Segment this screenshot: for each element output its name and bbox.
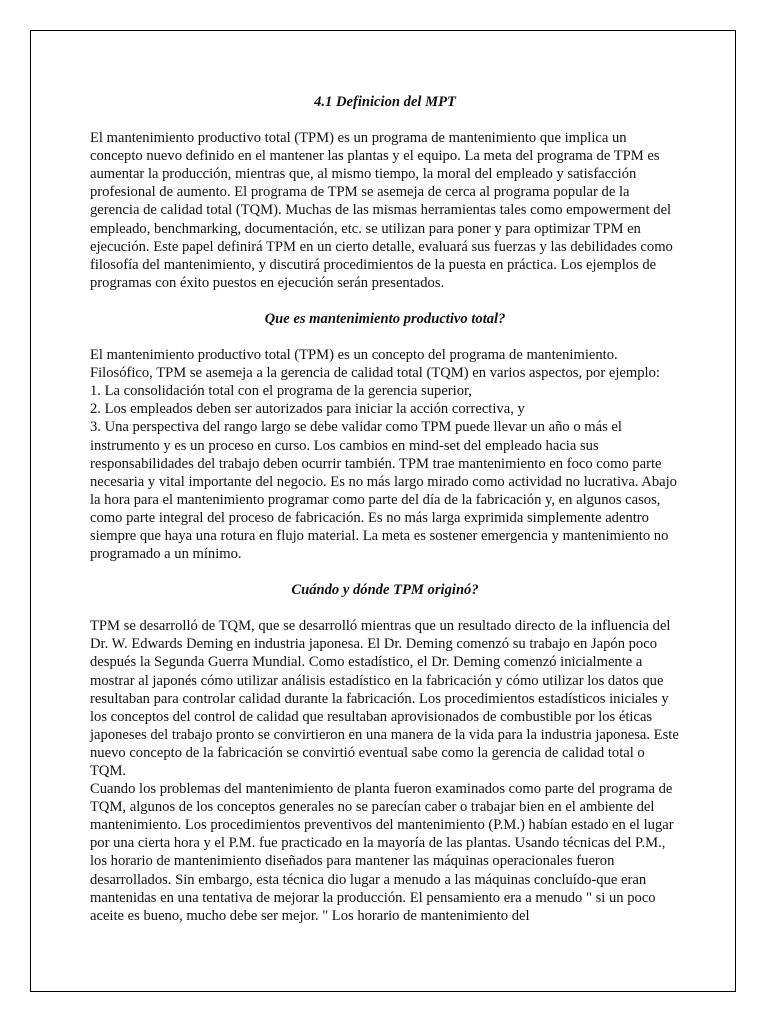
paragraph-que-es-intro: El mantenimiento productivo total (TPM) es un concepto del programa de mantenimiento. Filosófico, TPM se asemeja a la gerencia de calidad total (TQM) en varios aspectos, por ejemplo: bbox=[90, 347, 660, 382]
list-item-2: 2. Los empleados deben ser autorizados para iniciar la acción correctiva, y bbox=[90, 401, 525, 418]
list-item-3: 3. Una perspectiva del rango largo se debe validar como TPM puede llevar un año o más el instrumento y es un proceso en curso. Los cambios en mind-set del empleado hacia sus responsabilidades del trabajo deben ocurrir también. TPM trae mantenimiento en foco como parte necesaria y vital importante del negocio. Es no más largo mirado como actividad no lucrativa. Abajo la hora para el mantenimiento programar como parte del día de la fabricación y, en algunos casos, como parte integral del proceso de fabricación. Es no más larga exprimida simplemente adentro siempre que haya una rotura en flujo material. La meta es sostener emergencia y mantenimiento no programado a un mínimo. bbox=[90, 419, 677, 563]
document-page bbox=[30, 30, 736, 992]
paragraph-definicion: El mantenimiento productivo total (TPM) es un programa de mantenimiento que implica un concepto nuevo definido en el mantener las plantas y el equipo. La meta del programa de TPM es aumentar la producción, mientras que, al mismo tiempo, la moral del empleado y satisfacción profesional de aumento. El programa de TPM se asemeja de cerca al programa popular de la gerencia de calidad total (TQM). Muchas de las mismas herramientas tales como empowerment del empleado, benchmarking, documentación, etc. se utilizan para poner y para optimizar TPM en ejecución. Este papel definirá TPM en un cierto detalle, evaluará sus fuerzas y las debilidades como filosofía del mantenimiento, y discutirá procedimientos de la puesta en práctica. Los ejemplos de programas con éxito puestos en ejecución serán presentados. bbox=[90, 130, 673, 291]
list-item-1: 1. La consolidación total con el programa de la gerencia superior, bbox=[90, 383, 472, 400]
document-body bbox=[90, 93, 680, 925]
paragraph-origen: TPM se desarrolló de TQM, que se desarrolló mientras que un resultado directo de la influencia del Dr. W. Edwards Deming en industria japonesa. El Dr. Deming comenzó su trabajo en Japón poco después la Segunda Guerra Mundial. Como estadístico, el Dr. Deming comenzó inicialmente a mostrar al japonés cómo utilizar análisis estadístico en la fabricación y cómo utilizar los datos que resultaban para controlar calidad durante la fabricación. Los procedimientos estadísticos iniciales y los conceptos del control de calidad que resultaban aprovisionados de combustible por los éticas japoneses del trabajo pronto se convirtieron en una manera de la vida para la industria japonesa. Este nuevo concepto de la fabricación se convirtió eventual sabe como la gerencia de calidad total o TQM. bbox=[90, 618, 679, 779]
section-heading-origen: Cuándo y dónde TPM originó? bbox=[291, 582, 479, 599]
paragraph-mantenimiento-planta: Cuando los problemas del mantenimiento de planta fueron examinados como parte del programa de TQM, algunos de los conceptos generales no se parecían caber o trabajar bien en el ambiente del mantenimiento. Los procedimientos preventivos del mantenimiento (P.M.) habían estado en el lugar por una cierta hora y el P.M. fue practicado en la mayoría de las plantas. Usando técnicas del P.M., los horario de mantenimiento diseñados para mantener las máquinas operacionales fueron desarrollados. Sin embargo, esta técnica dio lugar a menudo a las máquinas concluído-que eran mantenidas en una tentativa de mejorar la producción. El pensamiento era a menudo " si un poco aceite es bueno, mucho debe ser mejor. " Los horario de mantenimiento del bbox=[90, 781, 674, 924]
section-heading-que-es: Que es mantenimiento productivo total? bbox=[264, 310, 506, 327]
section-heading-definicion: 4.1 Definicion del MPT bbox=[314, 94, 456, 110]
